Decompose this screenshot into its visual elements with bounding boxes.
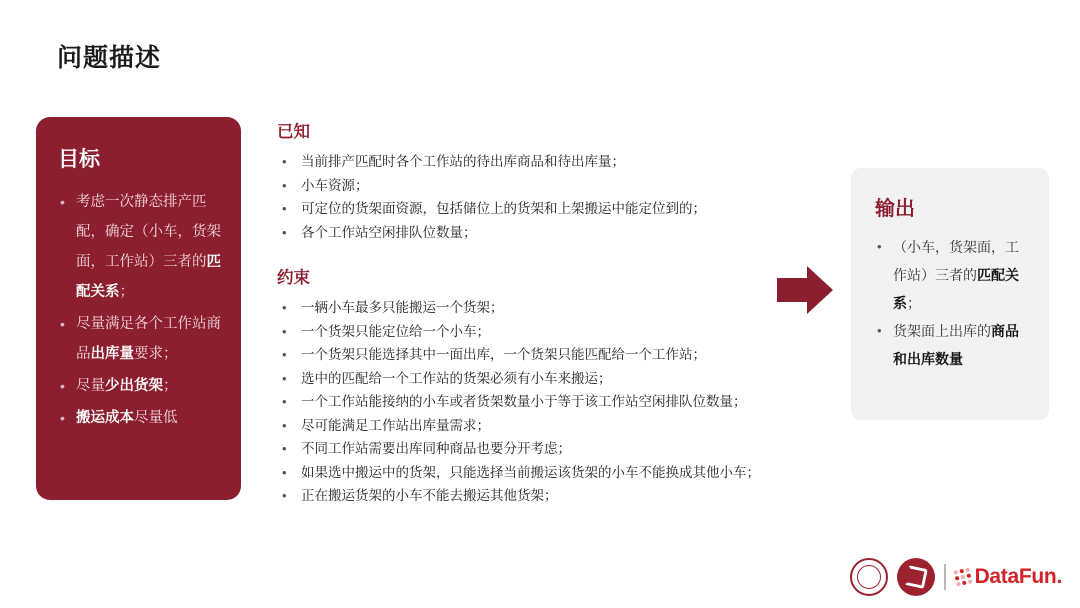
list-item: • 尽可能满足工作站出库量需求；: [277, 414, 847, 438]
university-seal-icon: [850, 558, 888, 596]
list-item: [58, 371, 223, 401]
goal-item-suffix: 要求；: [134, 346, 178, 362]
list-item: • 一个工作站能接纳的小车或者货架数量小于等于该工作站空闲排队位数量；: [277, 390, 847, 414]
company-logo-icon: [897, 558, 935, 596]
list-item: • 一辆小车最多只能搬运一个货架；: [277, 296, 847, 320]
output-list: [875, 233, 1031, 373]
known-list: [277, 150, 847, 244]
list-item: • 可定位的货架面资源，包括储位上的货架和上架搬运中能定位到的；: [277, 197, 847, 221]
goal-item-prefix: 尽量: [76, 378, 105, 394]
goal-item-suffix: 尽量低: [134, 410, 178, 426]
list-item: [58, 187, 223, 307]
right-arrow-icon: [777, 262, 833, 318]
list-item: • 小车资源；: [277, 174, 847, 198]
goal-list: [58, 187, 223, 433]
goal-item-strong: 少出货架: [105, 378, 163, 394]
output-item-strong: 匹配关系: [893, 267, 1019, 311]
details-column: [277, 118, 847, 508]
goal-item-suffix: ；: [163, 378, 178, 394]
list-item: • 当前排产匹配时各个工作站的待出库商品和待出库量；: [277, 150, 847, 174]
list-item: • 各个工作站空闲排队位数量；: [277, 221, 847, 245]
datafun-logo: [955, 565, 1062, 589]
known-heading: 已知: [277, 123, 310, 141]
goal-title: 目标: [58, 148, 100, 171]
goal-item-prefix: 考虑一次静态排产匹配，确定（小车，货架面，工作站）三者的: [76, 194, 221, 270]
goal-item-prefix: 尽量满足各个工作站商品: [76, 316, 221, 362]
list-item: • 如果选中搬运中的货架，只能选择当前搬运该货架的小车不能换成其他小车；: [277, 461, 847, 485]
constraints-heading: 约束: [277, 269, 310, 287]
list-item: [58, 309, 223, 369]
list-item: • 正在搬运货架的小车不能去搬运其他货架；: [277, 484, 847, 508]
page-title: 问题描述: [57, 44, 162, 72]
goal-item-strong: 出库量: [90, 346, 134, 362]
list-item: • 一个货架只能选择其中一面出库，一个货架只能匹配给一个工作站；: [277, 343, 847, 367]
output-title: 输出: [875, 198, 915, 220]
output-item-suffix: ；: [907, 295, 921, 311]
list-item: [875, 233, 1031, 317]
list-item: • 一个货架只能定位给一个小车；: [277, 320, 847, 344]
output-item-prefix: 货架面上出库的: [893, 323, 991, 339]
list-item: [875, 317, 1031, 373]
logo-divider: [944, 564, 946, 590]
output-panel: [851, 168, 1049, 420]
goal-item-strong: 搬运成本: [76, 410, 134, 426]
list-item: • 不同工作站需要出库同种商品也要分开考虑；: [277, 437, 847, 461]
output-item-prefix: （小车，货架面，工作站）三者的: [893, 239, 1019, 283]
list-item: • 选中的匹配给一个工作站的货架必须有小车来搬运；: [277, 367, 847, 391]
goal-item-suffix: ；: [119, 284, 134, 300]
footer-logos: [850, 556, 1062, 598]
datafun-brand-text: DataFun.: [974, 565, 1062, 588]
output-item-strong: 商品和出库数量: [893, 323, 1019, 367]
goal-panel: [36, 117, 241, 500]
datafun-dots-icon: [953, 568, 972, 587]
constraints-list: [277, 296, 847, 508]
goal-item-strong: 匹配关系: [76, 254, 221, 300]
list-item: [58, 403, 223, 433]
